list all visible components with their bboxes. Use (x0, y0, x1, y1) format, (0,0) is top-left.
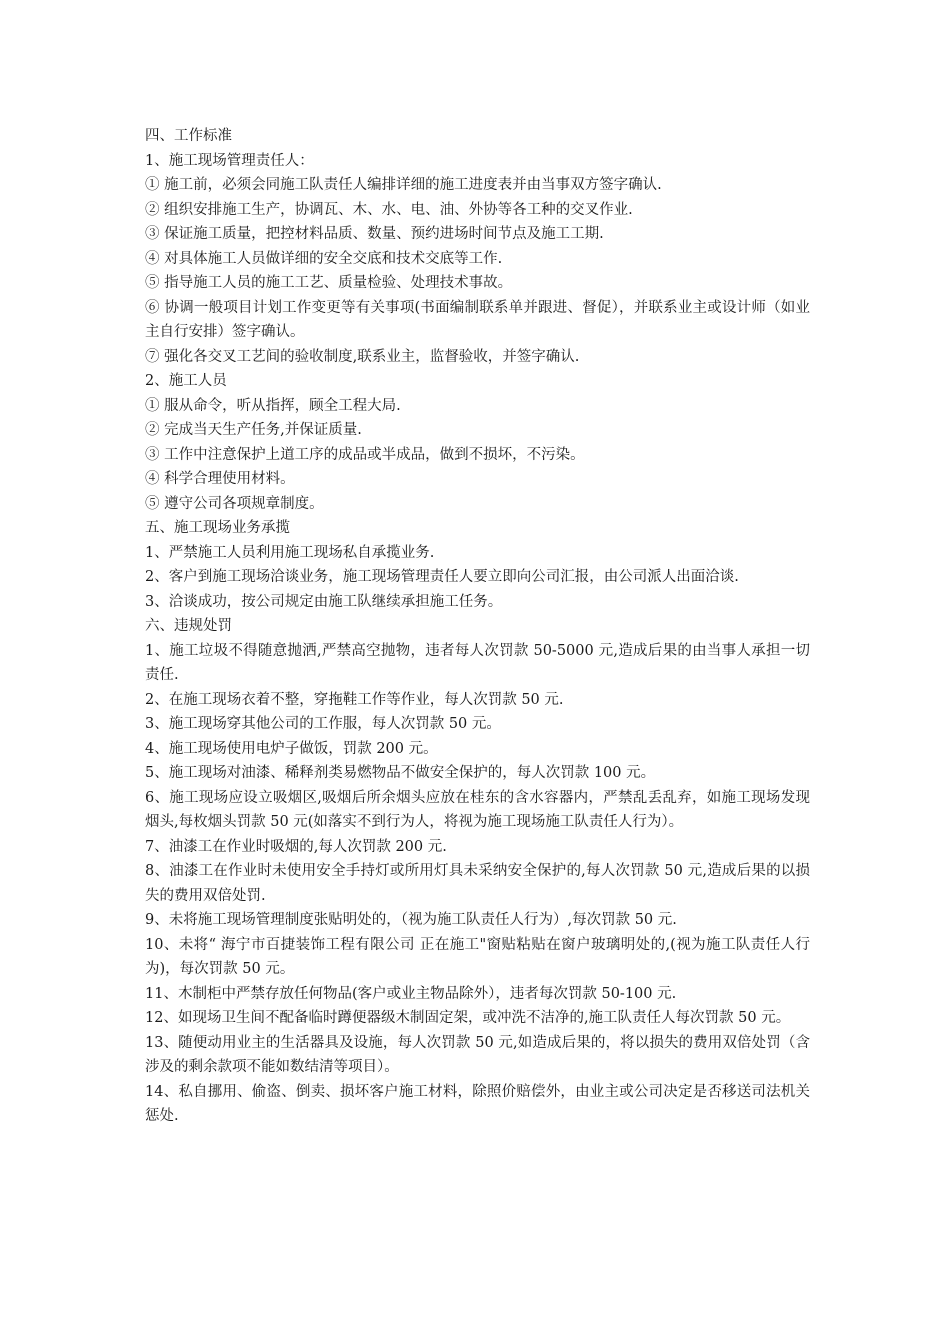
list-item: ⑦ 强化各交叉工艺间的验收制度,联系业主，监督验收，并签字确认. (145, 348, 580, 365)
list-item: 3、洽谈成功，按公司规定由施工队继续承担施工任务。 (145, 593, 503, 610)
list-item: 10、未将“ 海宁市百捷装饰工程有限公司 正在施工"窗贴粘贴在窗户玻璃明处的,(视为施工队责任人行为)，每次罚款 50 元。 (145, 936, 810, 977)
list-item: ④ 科学合理使用材料。 (145, 471, 295, 487)
list-item: ⑤ 指导施工人员的施工工艺、质量检验、处理技术事故。 (145, 275, 513, 291)
subsection-heading: 1、施工现场管理责任人： (145, 152, 314, 169)
list-item: 4、施工现场使用电炉子做饭，罚款 200 元。 (145, 740, 438, 757)
section-heading: 五、施工现场业务承揽 (145, 520, 290, 536)
list-item: 13、随便动用业主的生活器具及设施，每人次罚款 50 元,如造成后果的，将以损失的费用双倍处罚（含涉及的剩余款项不能如数结清等项目）。 (145, 1034, 810, 1075)
list-item: 2、在施工现场衣着不整，穿拖鞋工作等作业，每人次罚款 50 元. (145, 691, 564, 708)
list-item: 5、施工现场对油漆、稀释剂类易燃物品不做安全保护的，每人次罚款 100 元。 (145, 765, 656, 781)
list-item: 3、施工现场穿其他公司的工作服，每人次罚款 50 元。 (145, 716, 501, 732)
list-item: ③ 工作中注意保护上道工序的成品或半成品，做到不损坏，不污染。 (145, 446, 585, 463)
document-body (145, 124, 810, 1129)
section-heading: 六、违规处罚 (145, 618, 232, 634)
list-item: 8、油漆工在作业时未使用安全手持灯或所用灯具未采纳安全保护的,每人次罚款 50 元,造成后果的以损失的费用双倍处罚. (145, 863, 810, 904)
list-item: ① 施工前，必须会同施工队责任人编排详细的施工进度表并由当事双方签字确认. (145, 177, 662, 193)
list-item: ② 组织安排施工生产，协调瓦、木、水、电、油、外协等各工种的交叉作业. (145, 201, 633, 218)
list-item: ③ 保证施工质量，把控材料品质、数量、预约进场时间节点及施工工期. (145, 226, 604, 242)
section-heading: 四、工作标准 (145, 128, 232, 144)
list-item: ② 完成当天生产任务,并保证质量. (145, 422, 362, 438)
subsection-heading: 2、施工人员 (145, 373, 227, 389)
list-item: ① 服从命令，听从指挥，顾全工程大局. (145, 397, 401, 414)
list-item: 1、严禁施工人员利用施工现场私自承揽业务. (145, 544, 435, 561)
list-item: 12、如现场卫生间不配备临时蹲便器级木制固定架，或冲洗不洁净的,施工队责任人每次罚款 50 元。 (145, 1010, 791, 1026)
list-item: 6、施工现场应设立吸烟区,吸烟后所余烟头应放在桂东的含水容器内，严禁乱丢乱弃，如施工现场发现烟头,每枚烟头罚款 50 元(如落实不到行为人，将视为施工现场施工队责任人行为）。 (145, 789, 810, 830)
list-item: 1、施工垃圾不得随意抛洒,严禁高空抛物，违者每人次罚款 50-5000 元,造成后果的由当事人承担一切责任. (145, 642, 810, 683)
list-item: ⑤ 遵守公司各项规章制度。 (145, 495, 324, 512)
list-item: ⑥ 协调一般项目计划工作变更等有关事项(书面编制联系单并跟进、督促），并联系业主或设计师（如业主自行安排）签字确认。 (145, 299, 810, 340)
list-item: ④ 对具体施工人员做详细的安全交底和技术交底等工作. (145, 250, 503, 267)
list-item: 7、油漆工在作业时吸烟的,每人次罚款 200 元. (145, 838, 447, 855)
list-item: 11、木制柜中严禁存放任何物品(客户或业主物品除外），违者每次罚款 50-100 元. (145, 985, 677, 1002)
list-item: 2、客户到施工现场洽谈业务，施工现场管理责任人要立即向公司汇报，由公司派人出面洽谈. (145, 569, 739, 585)
list-item: 9、未将施工现场管理制度张贴明处的，（视为施工队责任人行为）,每次罚款 50 元. (145, 912, 677, 928)
list-item: 14、私自挪用、偷盗、倒卖、损坏客户施工材料，除照价赔偿外，由业主或公司决定是否移送司法机关惩处. (145, 1083, 810, 1124)
